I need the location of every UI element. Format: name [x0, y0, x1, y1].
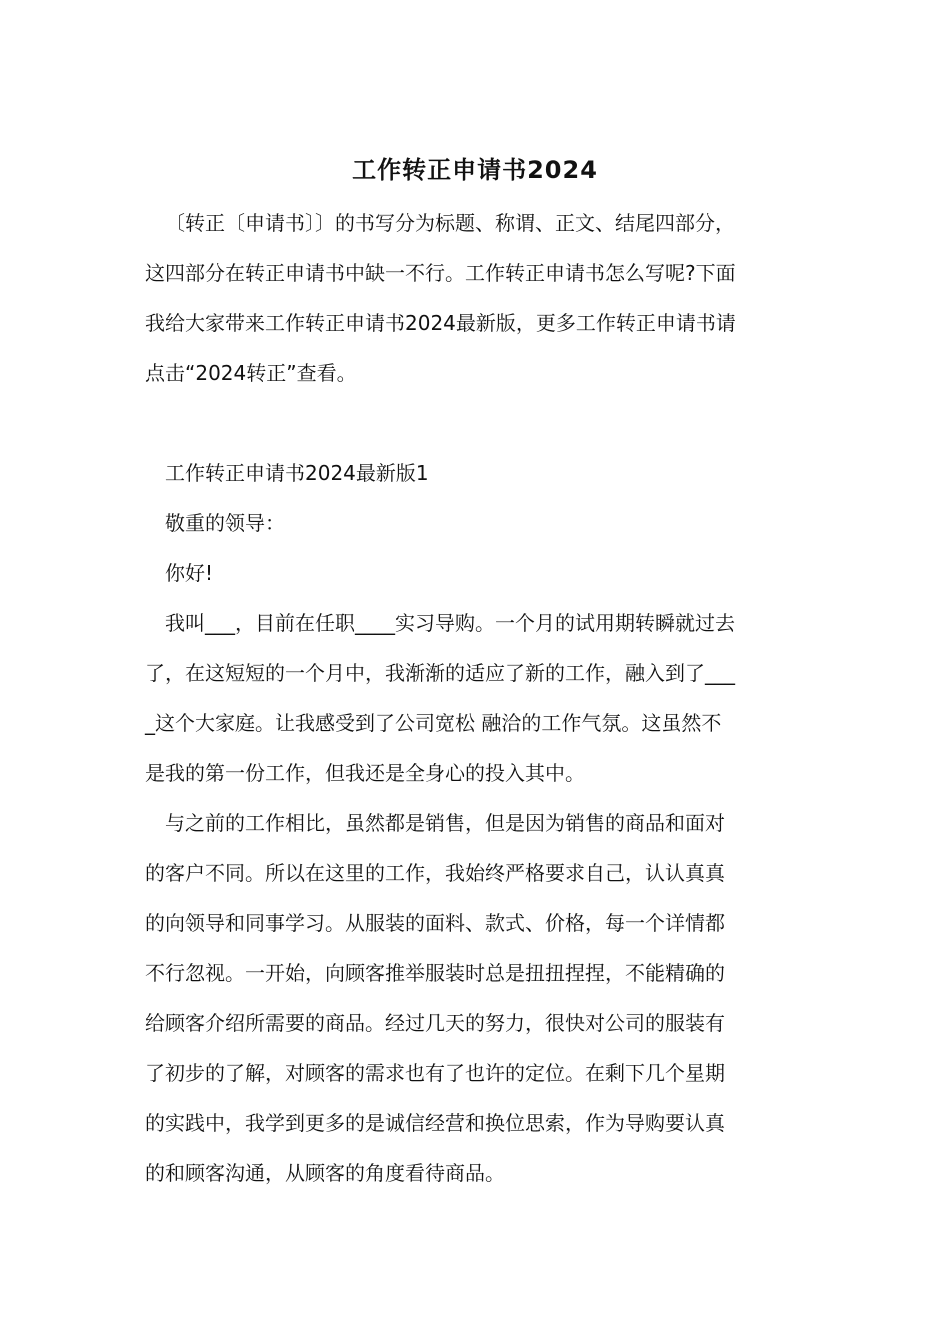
intro-paragraph — [145, 198, 810, 398]
para1-line: 了，在这短短的一个月中，我渐渐的适应了新的工作，融入到了___ — [145, 661, 735, 685]
intro-line: 这四部分在转正申请书中缺一不行。工作转正申请书怎么写呢?下面 — [145, 261, 736, 285]
document-title: 工作转正申请书2024 — [352, 156, 598, 184]
letter-body — [145, 448, 810, 1198]
para1-line: 是我的第一份工作，但我还是全身心的投入其中。 — [145, 761, 585, 785]
section-heading: 工作转正申请书2024最新版1 — [165, 461, 429, 485]
para2-line: 不行忽视。一开始，向顾客推举服装时总是扭扭捏捏，不能精确的 — [145, 961, 725, 985]
intro-line: 〔转正〔申请书〕〕的书写分为标题、称谓、正文、结尾四部分， — [165, 211, 735, 235]
para2-line: 的客户不同。所以在这里的工作，我始终严格要求自己，认认真真 — [145, 861, 725, 885]
para1-line: _这个大家庭。让我感受到了公司宽松 融洽的工作气氛。这虽然不 — [145, 711, 722, 735]
para1-line: 我叫___，目前在任职____实习导购。一个月的试用期转瞬就过去 — [165, 611, 735, 635]
para2-line: 了初步的了解，对顾客的需求也有了也许的定位。在剩下几个星期 — [145, 1061, 725, 1085]
greeting: 你好! — [165, 561, 214, 585]
para2-line: 的向领导和同事学习。从服装的面料、款式、价格，每一个详情都 — [145, 911, 725, 935]
para2-line: 给顾客介绍所需要的商品。经过几天的努力，很快对公司的服装有 — [145, 1011, 725, 1035]
intro-line: 点击“2024转正”查看。 — [145, 361, 357, 385]
para2-line: 的和顾客沟通，从顾客的角度看待商品。 — [145, 1161, 505, 1185]
para2-line: 的实践中，我学到更多的是诚信经营和换位思索，作为导购要认真 — [145, 1111, 725, 1135]
intro-line: 我给大家带来工作转正申请书2024最新版，更多工作转正申请书请 — [145, 311, 736, 335]
salutation: 敬重的领导： — [165, 511, 285, 535]
para2-line: 与之前的工作相比，虽然都是销售，但是因为销售的商品和面对 — [165, 811, 725, 835]
